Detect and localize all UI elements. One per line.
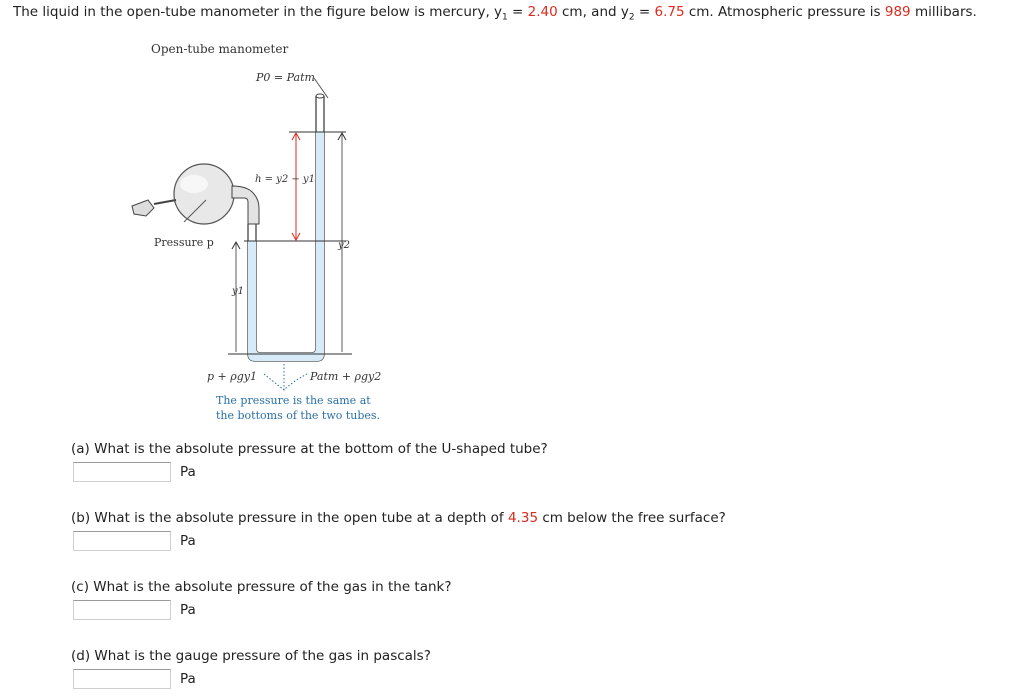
question-d: (d) What is the gauge pressure of the gas in pascals? bbox=[71, 648, 431, 664]
prompt-text: = bbox=[634, 4, 655, 20]
y2-value: 6.75 bbox=[654, 4, 685, 20]
prompt-text: = bbox=[507, 4, 528, 20]
question-c: (c) What is the absolute pressure of the gas in the tank? bbox=[71, 579, 452, 595]
unit-a: Pa bbox=[180, 464, 196, 480]
left-expression: p + ρgy1 bbox=[207, 370, 257, 383]
problem-statement bbox=[13, 4, 977, 23]
question-a: (a) What is the absolute pressure at the bottom of the U-shaped tube? bbox=[71, 441, 548, 457]
answer-d-input[interactable] bbox=[73, 669, 171, 689]
prompt-text: cm. Atmospheric pressure is bbox=[684, 4, 885, 20]
question-b-text: (b) What is the absolute pressure in the open tube at a depth of bbox=[71, 510, 508, 526]
pressure-label: Pressure p bbox=[154, 236, 214, 249]
valve-icon bbox=[132, 200, 154, 216]
question-b bbox=[71, 510, 726, 526]
unit-d: Pa bbox=[180, 671, 196, 687]
depth-value: 4.35 bbox=[507, 510, 539, 526]
h-label: h = y2 − y1 bbox=[255, 174, 315, 185]
prompt-subscript: 2 bbox=[628, 12, 635, 23]
p0-label: P0 = Patm bbox=[256, 71, 315, 84]
y1-value: 2.40 bbox=[527, 4, 558, 20]
figure-title: Open-tube manometer bbox=[151, 42, 289, 56]
note-line-2: the bottoms of the two tubes. bbox=[216, 409, 381, 422]
prompt-subscript: 1 bbox=[502, 12, 508, 23]
answer-c-input[interactable] bbox=[73, 600, 171, 620]
note-line-1: The pressure is the same at bbox=[216, 394, 371, 407]
right-expression: Patm + ρgy2 bbox=[310, 370, 382, 383]
y2-label: y2 bbox=[338, 240, 351, 251]
unit-c: Pa bbox=[180, 602, 196, 618]
prompt-text: cm, and y bbox=[557, 4, 629, 20]
y1-label: y1 bbox=[232, 286, 245, 297]
unit-b: Pa bbox=[180, 533, 196, 549]
answer-b-input[interactable] bbox=[73, 531, 171, 551]
manometer-figure bbox=[124, 36, 384, 431]
patm-value: 989 bbox=[884, 4, 911, 20]
answer-a-input[interactable] bbox=[73, 462, 171, 482]
prompt-text: The liquid in the open-tube manometer in the figure below is mercury, y bbox=[13, 4, 503, 20]
gas-tank bbox=[174, 164, 234, 224]
question-b-text: cm below the free surface? bbox=[538, 510, 726, 526]
prompt-text: millibars. bbox=[910, 4, 977, 20]
